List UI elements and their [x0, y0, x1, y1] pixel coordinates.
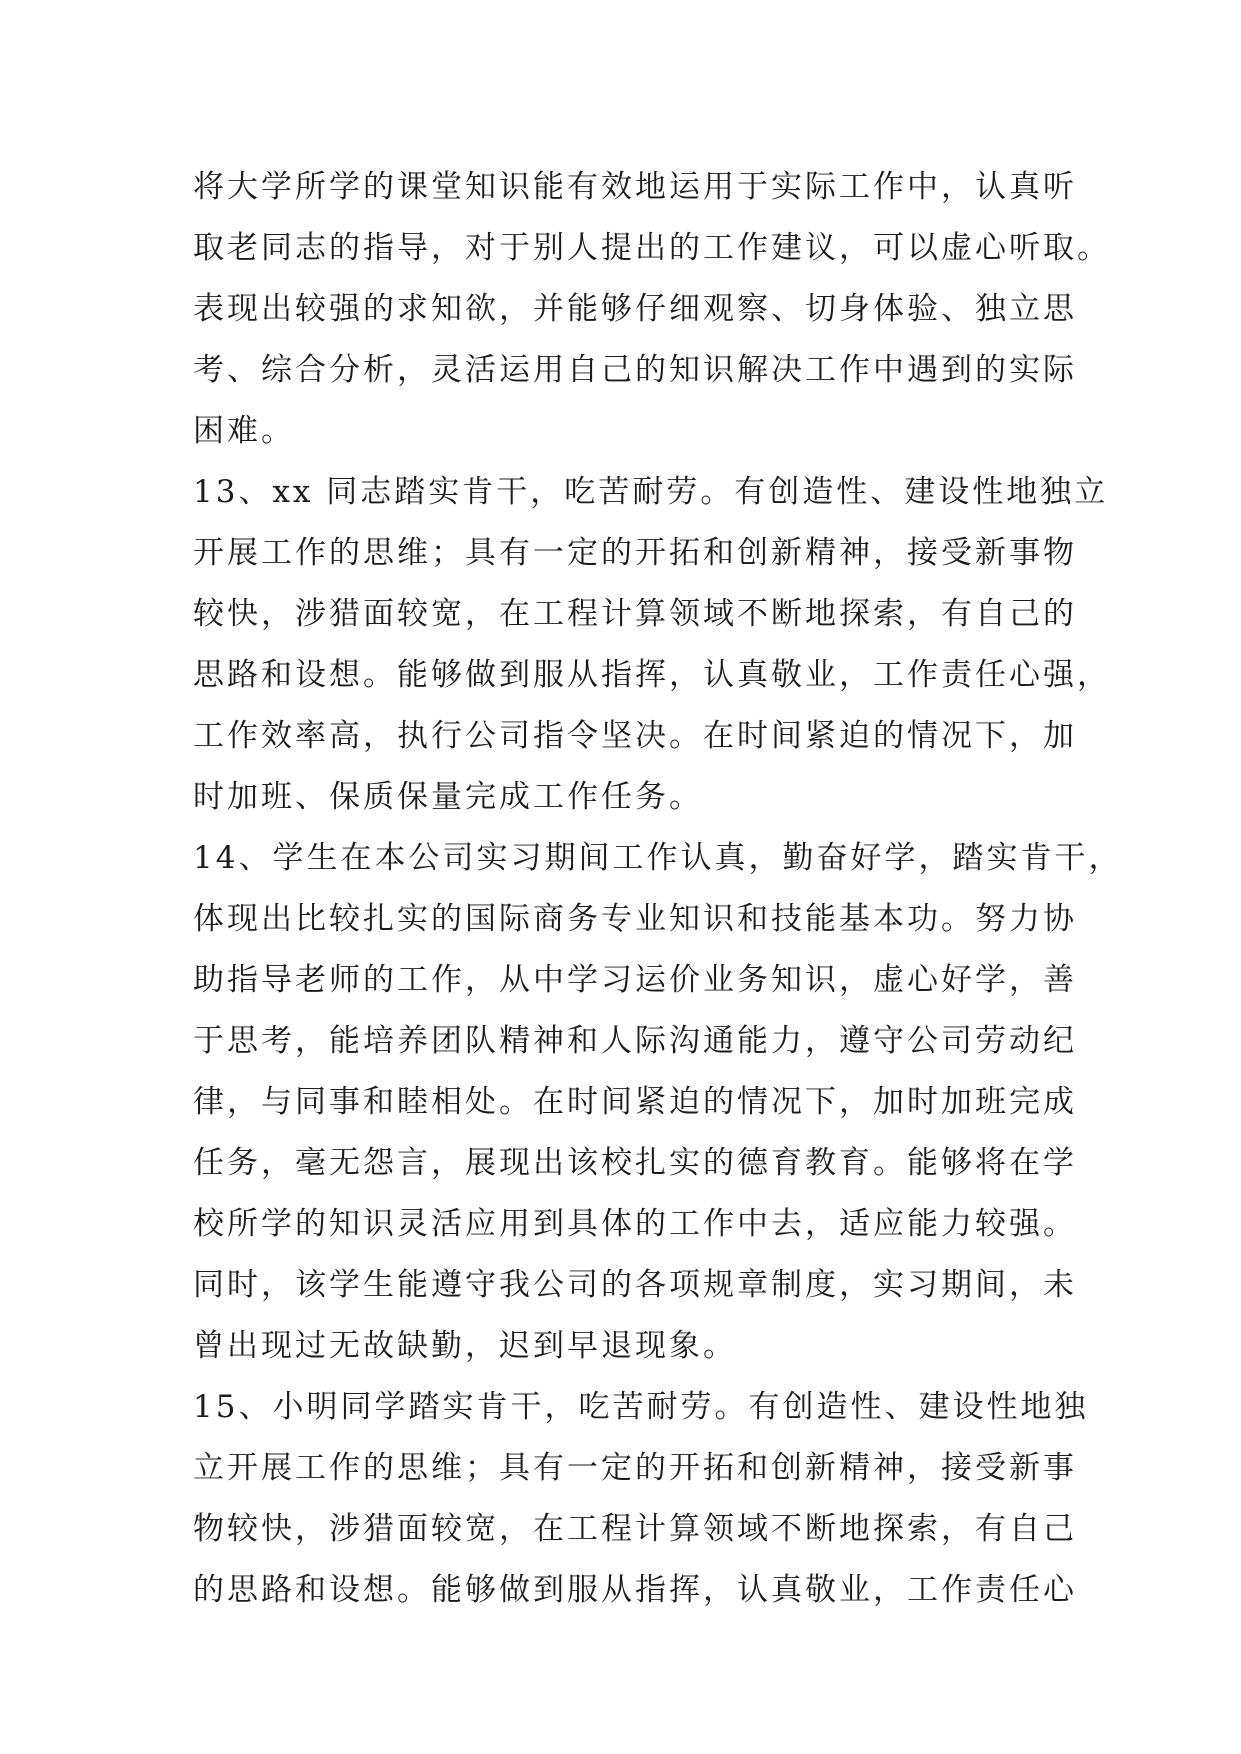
text-line: 取老同志的指导，对于别人提出的工作建议，可以虚心听取。: [193, 230, 1111, 266]
text-line: 体现出比较扎实的国际商务专业知识和技能基本功。努力协: [193, 901, 1077, 937]
text-line: 曾出现过无故缺勤，迟到早退现象。: [193, 1328, 737, 1364]
text-line: 助指导老师的工作，从中学习运价业务知识，虚心好学，善: [193, 962, 1077, 998]
text-line: 校所学的知识灵活应用到具体的工作中去，适应能力较强。: [193, 1206, 1077, 1242]
text-line: 思路和设想。能够做到服从指挥，认真敬业，工作责任心强，: [193, 657, 1111, 693]
text-line: 立开展工作的思维；具有一定的开拓和创新精神，接受新事: [193, 1450, 1077, 1486]
text-line: 时加班、保质保量完成工作任务。: [193, 779, 703, 815]
text-line: 15、小明同学踏实肯干，吃苦耐劳。有创造性、建设性地独: [193, 1389, 1089, 1425]
text-line: 物较快，涉猎面较宽，在工程计算领域不断地探索，有自己: [193, 1511, 1077, 1547]
text-line: 开展工作的思维；具有一定的开拓和创新精神，接受新事物: [193, 535, 1077, 571]
text-line: 同时，该学生能遵守我公司的各项规章制度，实习期间，未: [193, 1267, 1077, 1303]
text-line: 律，与同事和睦相处。在时间紧迫的情况下，加时加班完成: [193, 1084, 1077, 1120]
text-line: 表现出较强的求知欲，并能够仔细观察、切身体验、独立思: [193, 291, 1077, 327]
text-line: 任务，毫无怨言，展现出该校扎实的德育教育。能够将在学: [193, 1145, 1077, 1181]
text-line: 将大学所学的课堂知识能有效地运用于实际工作中，认真听: [193, 169, 1077, 205]
text-line: 的思路和设想。能够做到服从指挥，认真敬业，工作责任心: [193, 1572, 1077, 1608]
body-text: [193, 157, 1123, 1621]
text-line: 于思考，能培养团队精神和人际沟通能力，遵守公司劳动纪: [193, 1023, 1077, 1059]
text-line: 13、xx 同志踏实肯干，吃苦耐劳。有创造性、建设性地独立: [193, 474, 1109, 510]
text-line: 工作效率高，执行公司指令坚决。在时间紧迫的情况下，加: [193, 718, 1077, 754]
text-line: 14、学生在本公司实习期间工作认真，勤奋好学，踏实肯干，: [193, 840, 1123, 876]
text-line: 困难。: [193, 413, 295, 449]
text-line: 较快，涉猎面较宽，在工程计算领域不断地探索，有自己的: [193, 596, 1077, 632]
text-line: 考、综合分析，灵活运用自己的知识解决工作中遇到的实际: [193, 352, 1077, 388]
